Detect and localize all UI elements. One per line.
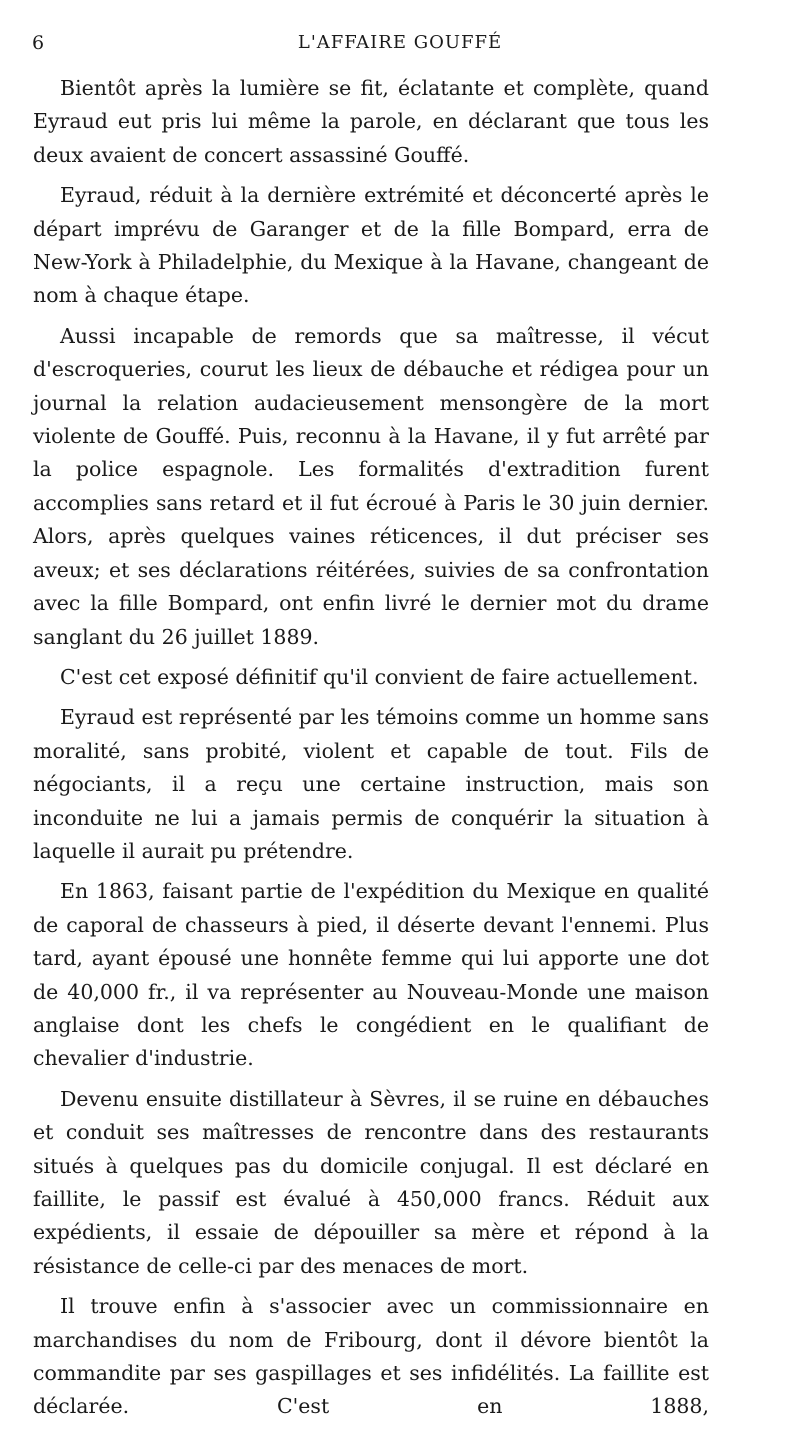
running-title: L'AFFAIRE GOUFFÉ (297, 32, 503, 53)
paragraph: Eyraud est représenté par les témoins comme un homme sans moralité, sans probité, violent et capable de tout. Fils de négociants, il a reçu une certaine instruction, mais son inconduite ne lui a jamais permis de conquérir la situation à laquelle il aurait pu prétendre. (33, 705, 709, 863)
paragraph: C'est cet exposé définitif qu'il convient de faire actuellement. (60, 664, 699, 689)
page-header (0, 32, 800, 62)
paragraph: En 1863, faisant partie de l'expédition du Mexique en qualité de caporal de chasseurs à pied, il déserte devant l'ennemi. Plus tard, ayant épousé une honnête femme qui lui apporte une dot de 40,000 fr., il va représenter au Nouveau-Monde une maison anglaise dont les chefs le congédient en le qualifiant de chevalier d'industrie. (33, 879, 709, 1071)
page-number: 6 (32, 32, 45, 54)
paragraph: Il trouve enfin à s'associer avec un commissionnaire en marchandises du nom de Fribourg, dont il dévore bientôt la commandite par ses gaspillages et ses infidélités. La faillite est déclarée. C'est en 1888, (33, 1294, 709, 1419)
paragraph: Eyraud, réduit à la dernière extrémité et déconcerté après le départ imprévu de Garanger et de la fille Bompard, erra de New-York à Philadelphie, du Mexique à la Havane, changeant de nom à chaque étape. (33, 183, 709, 308)
paragraph: Aussi incapable de remords que sa maîtresse, il vécut d'escroqueries, courut les lieux de débauche et rédigea pour un journal la relation audacieusement mensongère de la mort violente de Gouffé. Puis, reconnu à la Havane, il y fut arrêté par la police espagnole. Les formalités d'extradition furent accomplies sans retard et il fut écroué à Paris le 30 juin dernier. Alors, après quelques vaines réticences, il dut préciser ses aveux; et ses déclarations réitérées, suivies de sa confrontation avec la fille Bompard, ont enfin livré le dernier mot du drame sanglant du 26 juillet 1889. (33, 323, 709, 649)
paragraph: Bientôt après la lumière se fit, éclatante et complète, quand Eyraud eut pris lui même la parole, en déclarant que tous les deux avaient de concert assassiné Gouffé. (33, 76, 709, 167)
body-text (33, 72, 709, 1431)
paragraph: Devenu ensuite distillateur à Sèvres, il se ruine en débauches et conduit ses maîtresses de rencontre dans des restaurants situés à quelques pas du domicile conjugal. Il est déclaré en faillite, le passif est évalué à 450,000 francs. Réduit aux expédients, il essaie de dépouiller sa mère et répond à la résistance de celle-ci par des menaces de mort. (33, 1086, 709, 1278)
